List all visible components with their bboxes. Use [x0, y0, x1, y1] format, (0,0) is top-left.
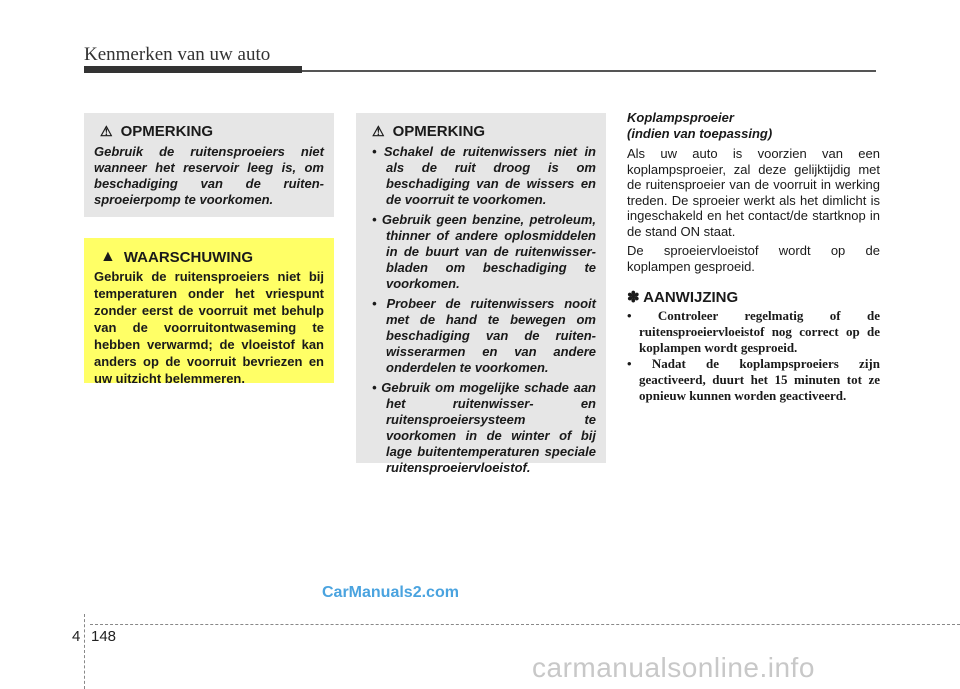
watermark-site-link[interactable]: CarManuals2.com	[322, 584, 459, 601]
list-item: • Controleer regelmatig of de ruitensproeiervloeistof nog correct op de koplampen wordt gesproeid.	[627, 308, 880, 355]
list-item: • Nadat de koplampsproeiers zijn geactiveerd, duurt het 15 minuten tot ze opnieuw kunnen worden geactiveerd.	[627, 356, 880, 403]
aanwijzing-list	[627, 308, 880, 404]
warning-title-row	[94, 248, 324, 266]
note-box-left	[84, 113, 334, 217]
note-box-middle	[356, 113, 606, 475]
warning-triangle-outline-icon: ⚠	[372, 123, 385, 139]
header-bar-thick	[84, 66, 302, 73]
headlamp-para-1: Als uw auto is voorzien van een koplampsproeier, zal deze gelijktijdig met de ruitensproeier van de voorruit in werking treden. De sproeier werkt als het dimlicht is ingeschakeld en het contact/de startknop in de stand ON staat.	[627, 146, 880, 239]
aanwijzing-title: ✽ AANWIJZING	[627, 289, 739, 306]
list-item: • Gebruik geen benzine, petroleum, thinner of andere oplosmiddelen in de buurt van de ruitenwisser-bladen om beschadiging te voorkomen.	[372, 212, 596, 291]
note-left-title: OPMERKING	[120, 123, 214, 140]
note-left-title-row	[94, 123, 324, 140]
headlamp-subtitle: (indien van toepassing)	[627, 126, 773, 141]
note-middle-title: OPMERKING	[392, 123, 486, 140]
warning-text: Gebruik de ruitensproeiers niet bij temperaturen onder het vriespunt zonder eerst de voorruit met behulp van de voorruitontwaseming te hebben verwarmd; de vloeistof kan anders op de voorruit bevriezen en uw uitzicht belemmeren.	[94, 269, 324, 386]
list-item: • Probeer de ruitenwissers nooit met de hand te bewegen om beschadiging van de ruiten-wisserarmen en van andere onderdelen te voorkomen.	[372, 296, 596, 375]
headlamp-para-2: De sproeiervloeistof wordt op de koplampen gesproeid.	[627, 243, 880, 274]
footer-vertical-rule	[84, 614, 85, 689]
list-item: • Gebruik om mogelijke schade aan het ruitenwisser- en ruitensproeiersysteem te voorkomen in de winter of bij lage buitentemperaturen speciale ruitensproeiervloeistof.	[372, 380, 596, 475]
header-bar-thin	[302, 70, 876, 72]
headlamp-title: Koplampsproeier	[627, 110, 734, 125]
list-item: • Schakel de ruitenwissers niet in als de ruit droog is om beschadiging van de wissers en de voorruit te voorkomen.	[372, 144, 596, 207]
watermark-bottom: carmanualsonline.info	[532, 652, 815, 683]
warning-triangle-outline-icon: ⚠	[100, 123, 113, 139]
page-section-number: 4	[72, 628, 81, 645]
warning-title: WAARSCHUWING	[123, 248, 253, 266]
footer-horizontal-rule	[90, 624, 960, 625]
header-title: Kenmerken van uw auto	[84, 44, 271, 65]
warning-box	[84, 238, 334, 386]
note-middle-list	[366, 144, 596, 476]
page-number: 148	[91, 628, 117, 645]
warning-triangle-solid-icon: ▲	[100, 248, 116, 265]
note-left-text: Gebruik de ruitensproeiers niet wanneer het reservoir leeg is, om beschadiging van de ruiten-sproeierpomp te voorkomen.	[94, 144, 324, 207]
headlamp-section	[627, 110, 880, 404]
note-middle-title-row	[366, 123, 596, 140]
